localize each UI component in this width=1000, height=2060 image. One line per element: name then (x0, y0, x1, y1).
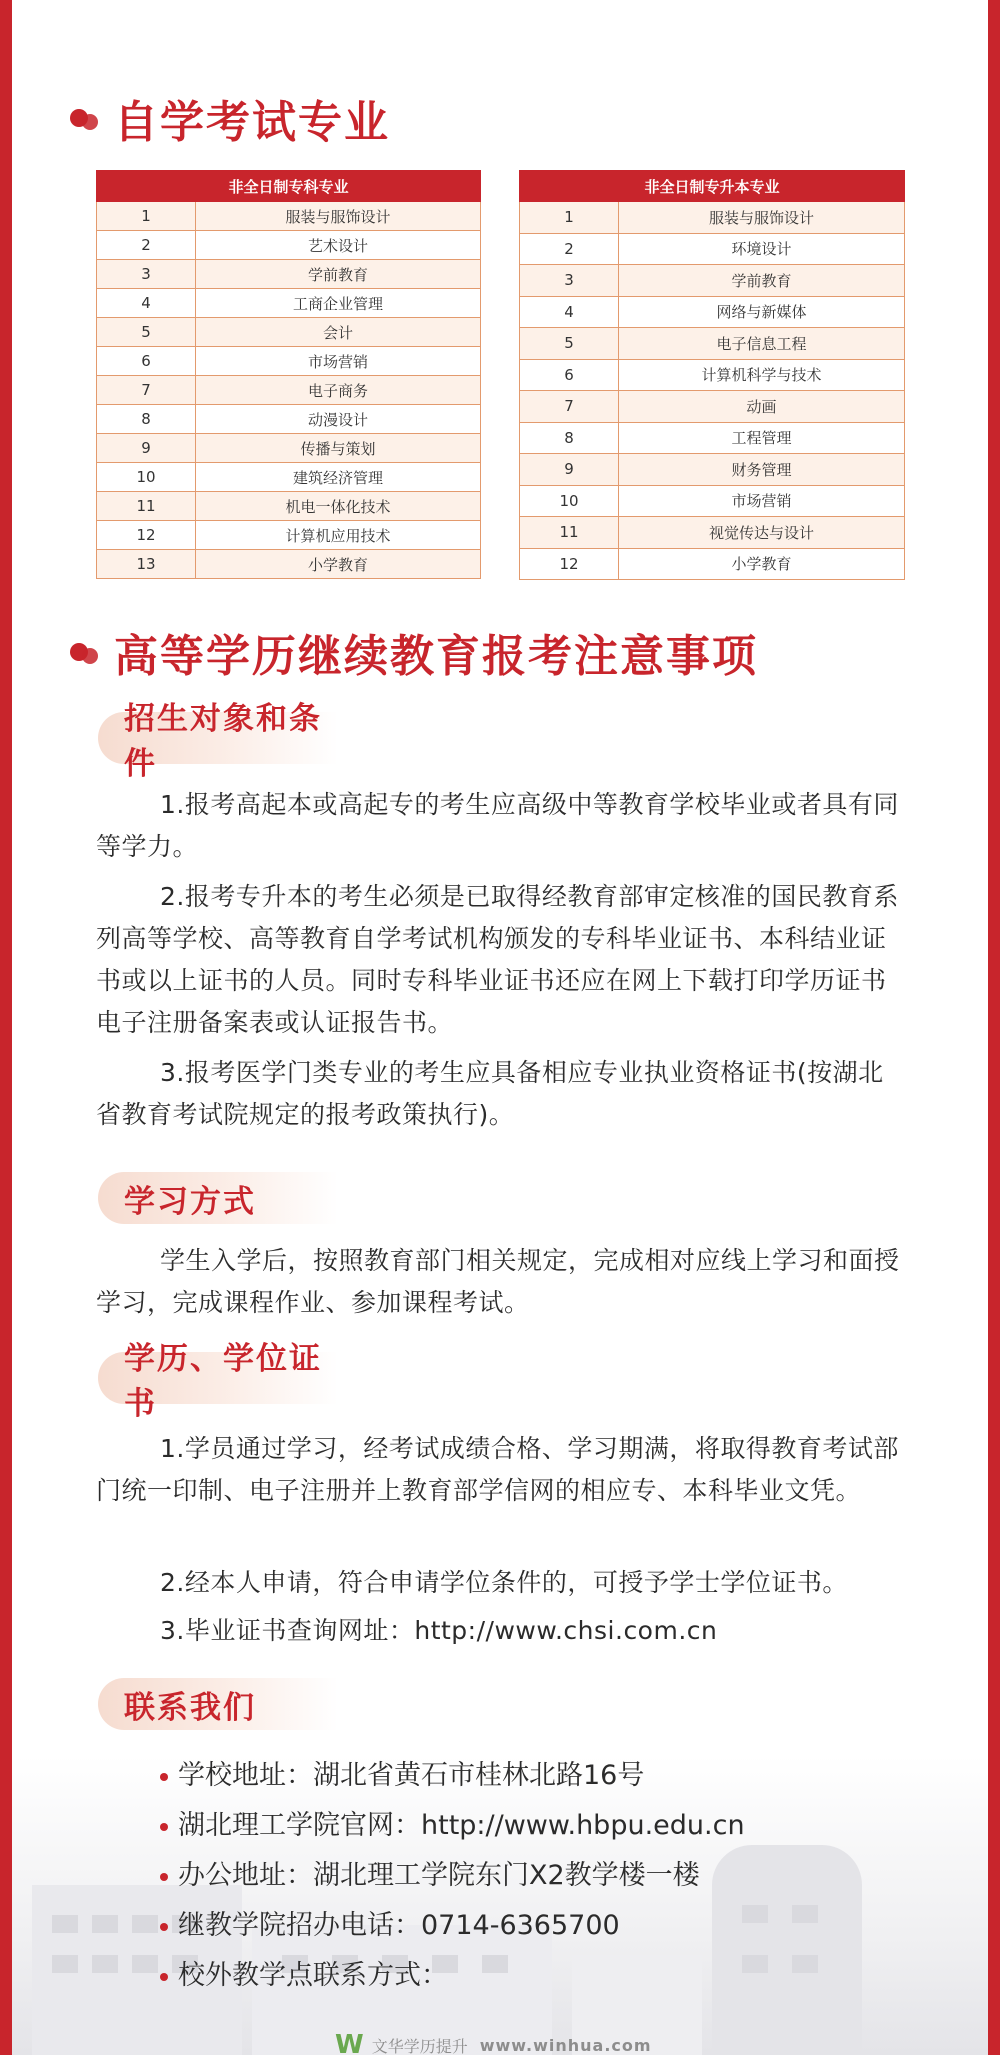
row-number: 8 (520, 422, 619, 454)
brand-logo-icon: W (335, 2030, 364, 2060)
table-row (97, 405, 481, 434)
subtitle-text: 学习方式 (124, 1183, 256, 1220)
subtitle-text: 学历、学位证书 (124, 1341, 322, 1422)
major-name: 小学教育 (619, 548, 905, 580)
row-number: 7 (97, 376, 196, 405)
section-heading: 自学考试专业 (114, 97, 390, 148)
major-name: 网络与新媒体 (619, 296, 905, 328)
table-row (520, 202, 905, 234)
subtitle-contact (98, 1678, 338, 1730)
row-number: 11 (520, 517, 619, 549)
table-row (97, 318, 481, 347)
admission-paragraph-2: 2.报考专升本的考生必须是已取得经教育部审定核准的国民教育系列高等学校、高等教育自学考试机构颁发的专科毕业证书、本科结业证书或以上证书的人员。同时专科毕业证书还应在网上下载打印学历证书电子注册备案表或认证报告书。 (96, 882, 899, 1037)
row-number: 10 (97, 463, 196, 492)
major-name: 视觉传达与设计 (619, 517, 905, 549)
table-row (520, 359, 905, 391)
major-name: 机电一体化技术 (196, 492, 481, 521)
table-row (520, 454, 905, 486)
table-row (97, 347, 481, 376)
left-border (0, 0, 12, 2055)
major-name: 动漫设计 (196, 405, 481, 434)
contact-item: 湖北理工学院官网：http://www.hbpu.edu.cn (160, 1801, 745, 1851)
table-row (97, 260, 481, 289)
major-name: 小学教育 (196, 550, 481, 579)
section-title-self-study (70, 86, 390, 150)
major-name: 电子商务 (196, 376, 481, 405)
table-row (97, 521, 481, 550)
major-name: 市场营销 (619, 485, 905, 517)
major-name: 服装与服饰设计 (619, 202, 905, 234)
subtitle-text: 联系我们 (124, 1689, 256, 1726)
table-row (520, 548, 905, 580)
row-number: 8 (97, 405, 196, 434)
row-number: 9 (520, 454, 619, 486)
certificate-paragraph-3: 3.毕业证书查询网址：http://www.chsi.com.cn (160, 1616, 718, 1645)
row-number: 11 (97, 492, 196, 521)
contact-list (160, 1751, 745, 2001)
row-number: 3 (520, 265, 619, 297)
zhuanshengben-majors-table (519, 170, 905, 580)
row-number: 12 (97, 521, 196, 550)
section-title-notes (70, 620, 758, 684)
row-number: 9 (97, 434, 196, 463)
bullet-icon (160, 1873, 168, 1881)
certificate-paragraph-1: 1.学员通过学习，经考试成绩合格、学习期满，将取得教育考试部门统一印制、电子注册并上教育部学信网的相应专、本科毕业文凭。 (96, 1434, 899, 1505)
section-heading: 高等学历继续教育报考注意事项 (114, 631, 758, 682)
row-number: 5 (97, 318, 196, 347)
contact-item: 继教学院招办电话：0714-6365700 (160, 1901, 745, 1951)
table-row (520, 485, 905, 517)
certificate-paragraph-2: 2.经本人申请，符合申请学位条件的，可授予学士学位证书。 (160, 1568, 848, 1597)
subtitle-text: 招生对象和条件 (124, 701, 322, 782)
row-number: 4 (97, 289, 196, 318)
table-row (520, 517, 905, 549)
major-name: 学前教育 (196, 260, 481, 289)
major-name: 市场营销 (196, 347, 481, 376)
contact-item: 校外教学点联系方式： (160, 1951, 745, 2001)
row-number: 5 (520, 328, 619, 360)
major-name: 学前教育 (619, 265, 905, 297)
table-row (520, 233, 905, 265)
table-row (97, 434, 481, 463)
table-row (520, 422, 905, 454)
footer-brand: 文华学历提升 (371, 2036, 468, 2056)
major-name: 工商企业管理 (196, 289, 481, 318)
table-row (520, 265, 905, 297)
major-name: 会计 (196, 318, 481, 347)
table-row (520, 328, 905, 360)
major-name: 电子信息工程 (619, 328, 905, 360)
table-header: 非全日制专科专业 (97, 171, 481, 202)
contact-item: 办公地址：湖北理工学院东门X2教学楼一楼 (160, 1851, 745, 1901)
footer-watermark (335, 2030, 652, 2060)
row-number: 1 (97, 202, 196, 231)
major-name: 服装与服饰设计 (196, 202, 481, 231)
bullet-icon (160, 1823, 168, 1831)
contact-item: 学校地址：湖北省黄石市桂林北路16号 (160, 1751, 745, 1801)
bullet-icon (160, 1923, 168, 1931)
admission-paragraph-3: 3.报考医学门类专业的考生应具备相应专业执业资格证书(按湖北省教育考试院规定的报考政策执行)。 (96, 1058, 884, 1129)
major-name: 环境设计 (619, 233, 905, 265)
table-row (97, 463, 481, 492)
right-border (988, 0, 1000, 2055)
table-row (97, 231, 481, 260)
row-number: 12 (520, 548, 619, 580)
table-row (97, 492, 481, 521)
row-number: 10 (520, 485, 619, 517)
major-name: 计算机应用技术 (196, 521, 481, 550)
table-row (520, 391, 905, 423)
title-dots-icon (70, 106, 104, 130)
row-number: 1 (520, 202, 619, 234)
major-name: 工程管理 (619, 422, 905, 454)
study-paragraph: 学生入学后，按照教育部门相关规定，完成相对应线上学习和面授学习，完成课程作业、参加课程考试。 (96, 1246, 900, 1317)
major-name: 动画 (619, 391, 905, 423)
major-name: 建筑经济管理 (196, 463, 481, 492)
subtitle-admission (98, 701, 338, 782)
row-number: 2 (520, 233, 619, 265)
zhuanke-majors-table (96, 170, 481, 579)
row-number: 2 (97, 231, 196, 260)
major-name: 艺术设计 (196, 231, 481, 260)
table-row (97, 550, 481, 579)
title-dots-icon (70, 640, 104, 664)
row-number: 3 (97, 260, 196, 289)
major-name: 传播与策划 (196, 434, 481, 463)
table-row (97, 289, 481, 318)
row-number: 6 (520, 359, 619, 391)
footer-url[interactable]: www.winhua.com (479, 2035, 652, 2055)
table-row (97, 202, 481, 231)
subtitle-study-mode (98, 1172, 338, 1224)
subtitle-certificate (98, 1341, 338, 1422)
major-name: 财务管理 (619, 454, 905, 486)
row-number: 6 (97, 347, 196, 376)
bullet-icon (160, 1773, 168, 1781)
table-header: 非全日制专升本专业 (520, 171, 905, 202)
bullet-icon (160, 1973, 168, 1981)
table-row (520, 296, 905, 328)
major-name: 计算机科学与技术 (619, 359, 905, 391)
table-row (97, 376, 481, 405)
row-number: 4 (520, 296, 619, 328)
admission-paragraph-1: 1.报考高起本或高起专的考生应高级中等教育学校毕业或者具有同等学力。 (96, 790, 899, 861)
row-number: 13 (97, 550, 196, 579)
row-number: 7 (520, 391, 619, 423)
